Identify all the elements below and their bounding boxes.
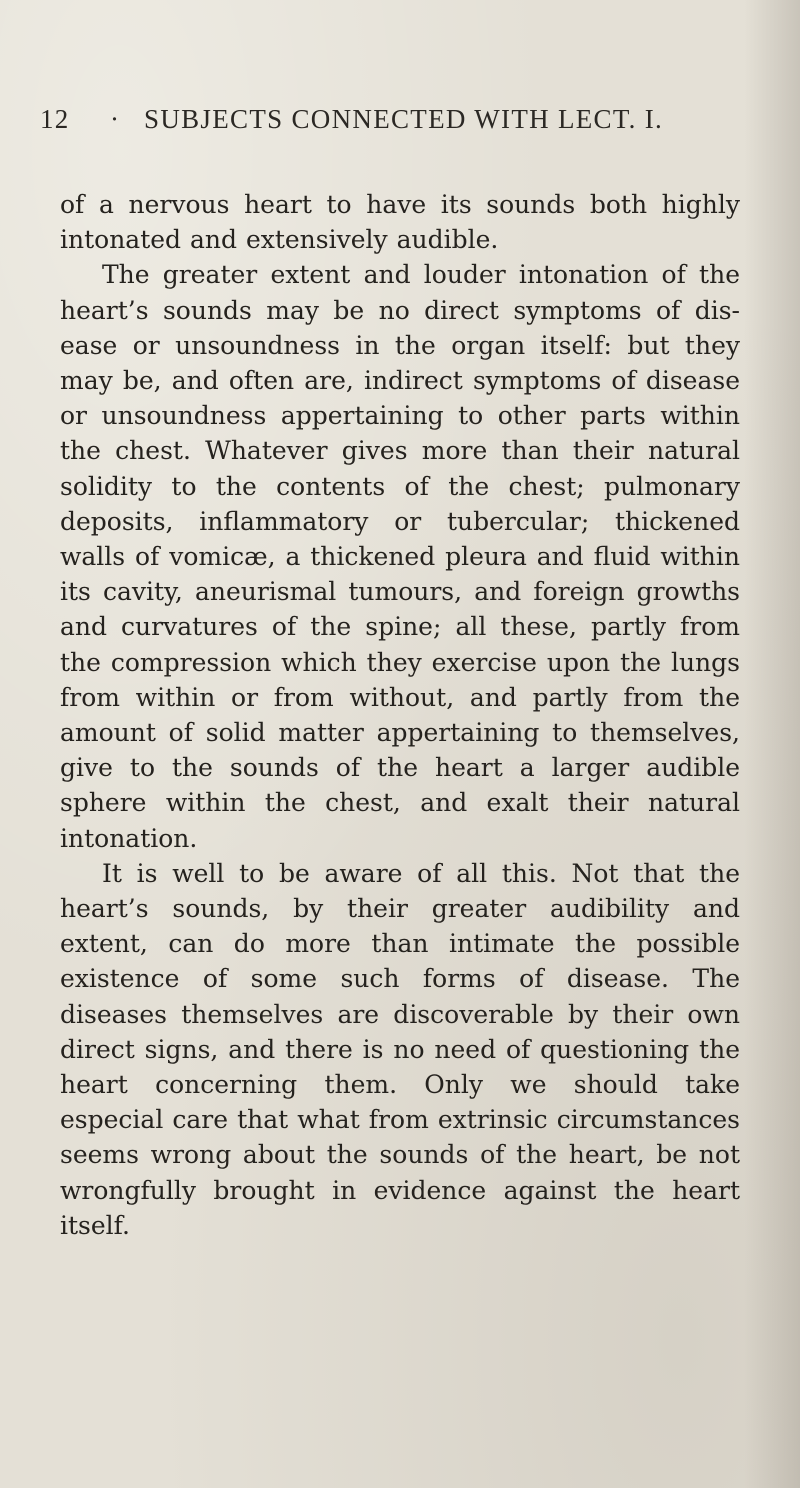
page-number: 12 [40, 104, 70, 134]
running-header [40, 104, 770, 144]
paragraph-heart-sounds-intonation: The greater extent and louder intonation of the heart’s sounds may be no direct symptoms of disease or unsoundness in the organ itself: but they may be, and often are, indirect symptoms of disease or unsoundness appertaining to other parts within the chest. Whatever gives more than their natural solidity to the contents of the chest; pulmonary deposits, inflammatory or tubercular; thickened walls of vomicæ, a thickened pleura and fluid within its cavity, aneurismal tumours, and foreign growths and curvatures of the spine; all these, partly from the compression which they exercise upon the lungs from within or from without, and partly from the amount of solid matter appertaining to themselves, give to the sounds of the heart a larger audible sphere within the chest, and exalt their natural intonation. [60, 260, 740, 853]
header-separator: · [110, 104, 121, 134]
paragraph-well-to-be-aware: It is well to be aware of all this. Not that the heart’s sounds, by their greater audibility and extent, can do more than intimate the possible existence of some such forms of disease. The diseases themselves are discoverable by their own direct signs, and there is no need of questioning the heart concerning them. Only we should take especial care that what from extrinsic circumstances seems wrong about the sounds of the heart, be not wrongfully brought in evidence against the heart itself. [60, 858, 740, 1240]
body-text [60, 187, 740, 1243]
running-title: SUBJECTS CONNECTED WITH LECT. I. [144, 104, 664, 134]
paragraph-continued: of a nervous heart to have its sounds both highly intonated and extensively audible. [60, 190, 740, 255]
